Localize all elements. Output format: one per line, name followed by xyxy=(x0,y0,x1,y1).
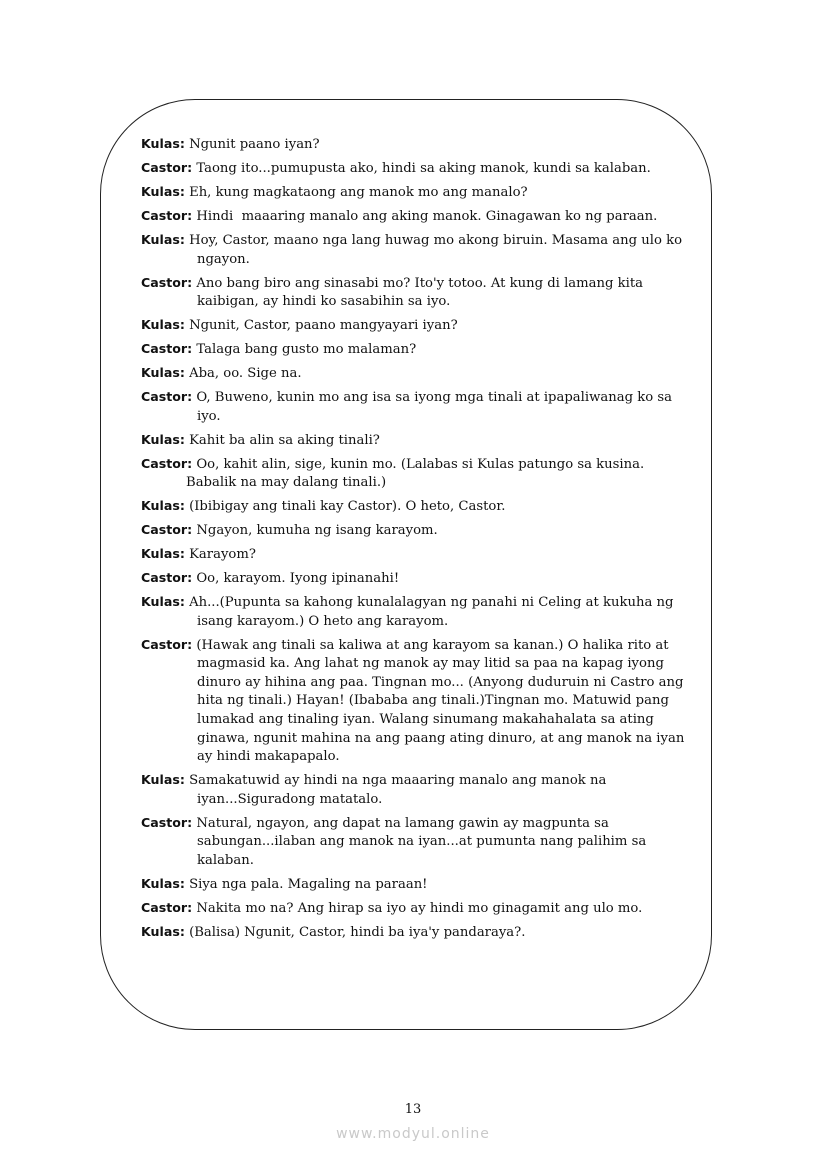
speaker-label: Kulas: xyxy=(141,317,185,333)
line-text: (Ibibigay ang tinali kay Castor). O heto, Castor. xyxy=(189,499,506,515)
line-text: Ano bang biro ang sinasabi mo? Ito'y totoo. At kung di lamang kita kaibigan, ay hindi ko sasabihin sa iyo. xyxy=(196,275,648,310)
line-text: Eh, kung magkataong ang manok mo ang manalo? xyxy=(189,184,528,200)
line-text: Ngunit paano iyan? xyxy=(189,137,320,152)
dialogue-line xyxy=(141,364,686,384)
dialogue-line xyxy=(141,316,686,336)
dialogue-line xyxy=(141,388,686,426)
speaker-label: Castor: xyxy=(141,455,193,471)
speaker-label: Castor: xyxy=(141,274,193,290)
speaker-label: Kulas: xyxy=(141,876,185,891)
dialogue-line xyxy=(141,569,686,589)
speaker-label: Castor: xyxy=(141,899,193,915)
line-text: Karayom? xyxy=(189,547,256,563)
speaker-label: Kulas: xyxy=(141,923,185,939)
line-text: Nakita mo na? Ang hirap sa iyo ay hindi mo ginagamit ang ulo mo. xyxy=(196,900,643,916)
dialogue-line xyxy=(141,593,686,631)
speaker-label: Castor: xyxy=(141,636,193,652)
dialogue-line xyxy=(141,340,686,360)
speaker-label: Kulas: xyxy=(141,772,185,788)
dialogue-line xyxy=(141,207,686,227)
dialogue-line xyxy=(141,899,686,919)
dialogue-body xyxy=(141,135,689,947)
dialogue-line xyxy=(141,455,686,493)
watermark: www.modyul.online xyxy=(336,1126,490,1142)
line-text: Hoy, Castor, maano nga lang huwag mo akong biruin. Masama ang ulo ko ngayon. xyxy=(189,232,687,267)
line-text: Natural, ngayon, ang dapat na lamang gawin ay magpunta sa sabungan...ilaban ang manok na iyan...at pumunta nang palihim sa kalaban. xyxy=(196,815,651,869)
line-text: Talaga bang gusto mo malaman? xyxy=(196,342,417,358)
line-text: Ngayon, kumuha ng isang karayom. xyxy=(196,523,438,539)
dialogue-line xyxy=(141,521,686,541)
speaker-label: Castor: xyxy=(141,570,193,586)
dialogue-line xyxy=(141,771,686,809)
stage-direction-continuation: Babalik na may dalang tinali.) xyxy=(186,475,387,491)
speaker-label: Kulas: xyxy=(141,136,185,151)
speaker-label: Kulas: xyxy=(141,498,185,514)
page-number: 13 xyxy=(404,1102,422,1117)
line-text: Oo, kahit alin, sige, kunin mo. (Lalabas si Kulas patungo sa kusina. xyxy=(196,456,645,472)
speaker-label: Castor: xyxy=(141,389,193,405)
speaker-label: Kulas: xyxy=(141,431,185,447)
line-text: Samakatuwid ay hindi na nga maaaring manalo ang manok na iyan...Siguradong matatalo. xyxy=(189,773,611,807)
speaker-label: Castor: xyxy=(141,814,193,830)
speaker-label: Kulas: xyxy=(141,594,185,610)
dialogue-line xyxy=(141,431,686,451)
line-text: Aba, oo. Sige na. xyxy=(189,366,302,382)
speaker-label: Kulas: xyxy=(141,546,185,562)
line-text: Oo, karayom. Iyong ipinanahi! xyxy=(196,571,400,587)
line-text: Hindi maaaring manalo ang aking manok. Ginagawan ko ng paraan. xyxy=(196,208,658,224)
dialogue-line xyxy=(141,545,686,565)
speaker-label: Castor: xyxy=(141,159,193,175)
line-text: Taong ito...pumupusta ako, hindi sa aking manok, kundi sa kalaban. xyxy=(196,160,651,176)
line-text: O, Buweno, kunin mo ang isa sa iyong mga tinali at ipapaliwanag ko sa iyo. xyxy=(196,390,677,424)
line-text: (Balisa) Ngunit, Castor, hindi ba iya'y pandaraya?. xyxy=(189,924,526,940)
dialogue-line xyxy=(141,274,686,312)
speaker-label: Kulas: xyxy=(141,365,185,381)
speaker-label: Kulas: xyxy=(141,183,185,199)
dialogue-line xyxy=(141,923,686,943)
dialogue-line xyxy=(141,183,686,203)
dialogue-line xyxy=(141,875,686,895)
speaker-label: Castor: xyxy=(141,341,193,357)
line-text: Kahit ba alin sa aking tinali? xyxy=(189,432,380,448)
dialogue-line xyxy=(141,231,686,269)
dialogue-line xyxy=(141,636,689,767)
speaker-label: Kulas: xyxy=(141,231,185,247)
line-text: Ngunit, Castor, paano mangyayari iyan? xyxy=(189,318,458,334)
dialogue-line xyxy=(141,497,686,517)
dialogue-line xyxy=(141,159,686,179)
speaker-label: Castor: xyxy=(141,207,193,223)
speaker-label: Castor: xyxy=(141,522,193,538)
dialogue-line xyxy=(141,135,686,155)
dialogue-line xyxy=(141,814,686,871)
line-text: Siya nga pala. Magaling na paraan! xyxy=(189,877,428,892)
line-text: Ah...(Pupunta sa kahong kunalalagyan ng panahi ni Celing at kukuha ng isang karayom.) O heto ang karayom. xyxy=(189,595,678,629)
line-text: (Hawak ang tinali sa kaliwa at ang karayom sa kanan.) O halika rito at magmasid ka. Ang lahat ng manok ay may litid sa paa na kapag iyong dinuro ay hihina ang paa. Tingnan mo... (Anyong duduruin ni Castro ang hita ng tinali.) Hayan! (Ibababa ang tinali.)Tingnan mo. Matuwid pang lumakad ang tinaling iyan. Walang sinumang makahahalata sa ating ginawa, ngunit mahina na ang paang ating dinuro, at ang manok na iyan ay hindi makapapalo. xyxy=(196,637,689,765)
